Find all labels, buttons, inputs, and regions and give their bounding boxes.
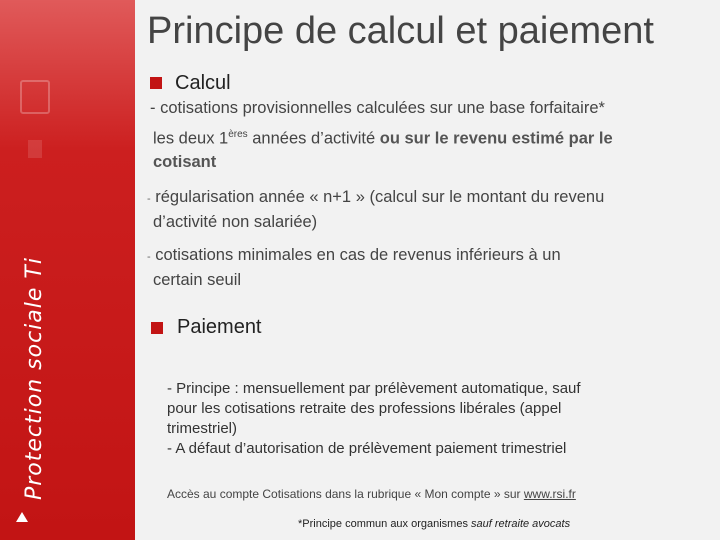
- text-line: cotisations minimales en cas de revenus inférieurs à un: [150, 246, 561, 264]
- calcul-item-2: [147, 186, 717, 234]
- sidebar-vertical-label: Protection sociale Ti: [22, 257, 47, 500]
- page-title: Principe de calcul et paiement: [147, 10, 654, 52]
- text-line: - Principe : mensuellement par prélèvement automatique, sauf: [167, 380, 581, 397]
- account-access-note: [167, 487, 576, 501]
- footnote-italic: sauf retraite avocats: [471, 518, 571, 530]
- triangle-up-icon: [16, 512, 28, 522]
- paiement-text: [167, 379, 707, 459]
- superscript: ères: [228, 129, 248, 140]
- dash: -: [150, 99, 156, 117]
- text-line: d’activité non salariée): [153, 213, 318, 231]
- decorative-block: [28, 140, 42, 158]
- calcul-item-3: [147, 244, 717, 292]
- text-line: les deux 1: [153, 129, 229, 148]
- dash: -: [147, 251, 151, 263]
- text-line: cotisations provisionnelles calculées sur une base forfaitaire*: [160, 99, 605, 117]
- bold-text: cotisant: [153, 152, 217, 171]
- square-bullet-icon: [151, 322, 163, 334]
- decorative-frame-icon: [20, 80, 50, 114]
- square-bullet-icon: [150, 77, 162, 89]
- text-line: - A défaut d’autorisation de prélèvement paiement trimestriel: [167, 440, 567, 457]
- footnote-text: *Principe commun aux organismes: [298, 518, 472, 530]
- text-line: régularisation année « n+1 » (calcul sur le montant du revenu: [150, 188, 605, 206]
- footnote: [298, 518, 570, 530]
- bold-text: ou sur le revenu estimé par le: [379, 129, 613, 148]
- text-line: trimestriel): [167, 420, 237, 437]
- dash: -: [147, 193, 151, 205]
- text-line: années d’activité: [247, 129, 380, 148]
- sidebar-band: [0, 0, 135, 540]
- text-line: pour les cotisations retraite des professions libérales (appel: [167, 400, 562, 417]
- calcul-item-1: [150, 97, 715, 174]
- section-heading-calcul: Calcul: [175, 72, 231, 94]
- rsi-link[interactable]: www.rsi.fr: [523, 487, 576, 501]
- section-heading-paiement: Paiement: [177, 316, 262, 338]
- access-text: Accès au compte Cotisations dans la rubrique « Mon compte » sur: [167, 487, 524, 501]
- text-line: certain seuil: [153, 271, 242, 289]
